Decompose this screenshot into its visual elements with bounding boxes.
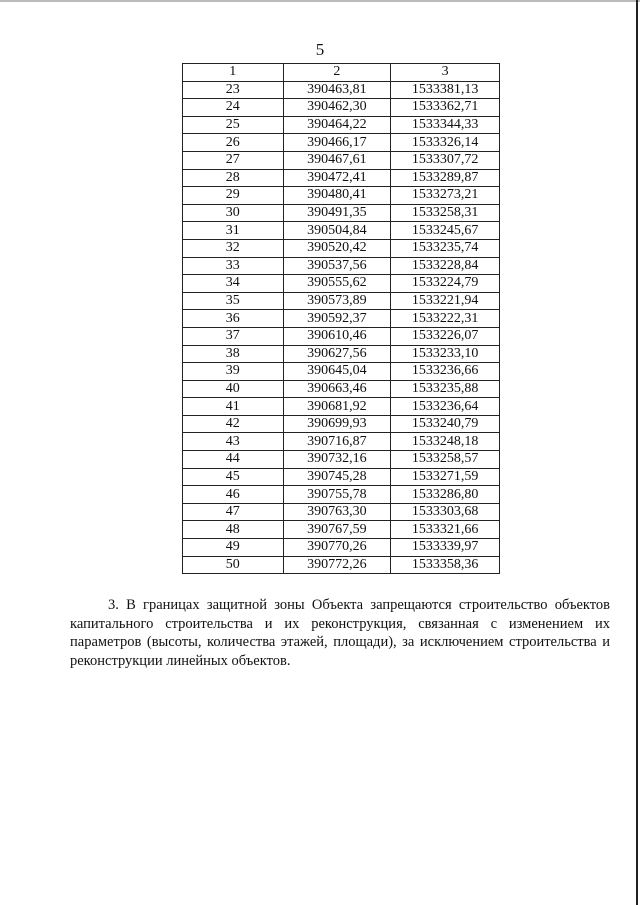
point-number-cell: 23 xyxy=(183,81,284,99)
table-row xyxy=(183,556,500,574)
x-coordinate-cell: 390770,26 xyxy=(283,539,391,557)
x-coordinate-cell: 390592,37 xyxy=(283,310,391,328)
point-number-cell: 37 xyxy=(183,327,284,345)
x-coordinate-cell: 390520,42 xyxy=(283,239,391,257)
x-coordinate-cell: 390645,04 xyxy=(283,363,391,381)
table-row xyxy=(183,521,500,539)
table-row xyxy=(183,380,500,398)
y-coordinate-cell: 1533235,88 xyxy=(391,380,500,398)
x-coordinate-cell: 390555,62 xyxy=(283,275,391,293)
point-number-cell: 34 xyxy=(183,275,284,293)
column-header: 1 xyxy=(183,64,284,82)
column-header: 2 xyxy=(283,64,391,82)
point-number-cell: 44 xyxy=(183,451,284,469)
table-row xyxy=(183,204,500,222)
y-coordinate-cell: 1533303,68 xyxy=(391,503,500,521)
point-number-cell: 27 xyxy=(183,151,284,169)
table-body xyxy=(183,81,500,574)
y-coordinate-cell: 1533286,80 xyxy=(391,486,500,504)
x-coordinate-cell: 390755,78 xyxy=(283,486,391,504)
body-paragraph xyxy=(70,596,610,670)
y-coordinate-cell: 1533222,31 xyxy=(391,310,500,328)
y-coordinate-cell: 1533236,64 xyxy=(391,398,500,416)
table-row xyxy=(183,451,500,469)
x-coordinate-cell: 390463,81 xyxy=(283,81,391,99)
y-coordinate-cell: 1533258,57 xyxy=(391,451,500,469)
y-coordinate-cell: 1533245,67 xyxy=(391,222,500,240)
table-row xyxy=(183,187,500,205)
table-row xyxy=(183,134,500,152)
x-coordinate-cell: 390732,16 xyxy=(283,451,391,469)
table-row xyxy=(183,433,500,451)
y-coordinate-cell: 1533362,71 xyxy=(391,99,500,117)
table-row xyxy=(183,81,500,99)
x-coordinate-cell: 390681,92 xyxy=(283,398,391,416)
table-row xyxy=(183,99,500,117)
table-row xyxy=(183,398,500,416)
x-coordinate-cell: 390472,41 xyxy=(283,169,391,187)
x-coordinate-cell: 390480,41 xyxy=(283,187,391,205)
point-number-cell: 36 xyxy=(183,310,284,328)
table-row xyxy=(183,310,500,328)
point-number-cell: 42 xyxy=(183,415,284,433)
table-row xyxy=(183,257,500,275)
table-row xyxy=(183,345,500,363)
x-coordinate-cell: 390763,30 xyxy=(283,503,391,521)
point-number-cell: 43 xyxy=(183,433,284,451)
y-coordinate-cell: 1533235,74 xyxy=(391,239,500,257)
point-number-cell: 45 xyxy=(183,468,284,486)
point-number-cell: 46 xyxy=(183,486,284,504)
y-coordinate-cell: 1533226,07 xyxy=(391,327,500,345)
y-coordinate-cell: 1533381,13 xyxy=(391,81,500,99)
point-number-cell: 26 xyxy=(183,134,284,152)
table-header-row xyxy=(183,64,500,82)
x-coordinate-cell: 390699,93 xyxy=(283,415,391,433)
column-header: 3 xyxy=(391,64,500,82)
point-number-cell: 49 xyxy=(183,539,284,557)
x-coordinate-cell: 390745,28 xyxy=(283,468,391,486)
table-row xyxy=(183,363,500,381)
x-coordinate-cell: 390627,56 xyxy=(283,345,391,363)
point-number-cell: 48 xyxy=(183,521,284,539)
point-number-cell: 47 xyxy=(183,503,284,521)
table-row xyxy=(183,169,500,187)
x-coordinate-cell: 390772,26 xyxy=(283,556,391,574)
table-row xyxy=(183,151,500,169)
y-coordinate-cell: 1533326,14 xyxy=(391,134,500,152)
x-coordinate-cell: 390462,30 xyxy=(283,99,391,117)
point-number-cell: 29 xyxy=(183,187,284,205)
table-row xyxy=(183,222,500,240)
table-row xyxy=(183,468,500,486)
table-row xyxy=(183,539,500,557)
point-number-cell: 31 xyxy=(183,222,284,240)
table-row xyxy=(183,415,500,433)
table-row xyxy=(183,292,500,310)
x-coordinate-cell: 390491,35 xyxy=(283,204,391,222)
y-coordinate-cell: 1533221,94 xyxy=(391,292,500,310)
point-number-cell: 50 xyxy=(183,556,284,574)
x-coordinate-cell: 390464,22 xyxy=(283,116,391,134)
x-coordinate-cell: 390716,87 xyxy=(283,433,391,451)
table-row xyxy=(183,239,500,257)
point-number-cell: 30 xyxy=(183,204,284,222)
table-row xyxy=(183,486,500,504)
page-number: 5 xyxy=(315,40,325,59)
point-number-cell: 39 xyxy=(183,363,284,381)
y-coordinate-cell: 1533271,59 xyxy=(391,468,500,486)
y-coordinate-cell: 1533248,18 xyxy=(391,433,500,451)
y-coordinate-cell: 1533228,84 xyxy=(391,257,500,275)
point-number-cell: 28 xyxy=(183,169,284,187)
point-number-cell: 24 xyxy=(183,99,284,117)
y-coordinate-cell: 1533358,36 xyxy=(391,556,500,574)
y-coordinate-cell: 1533307,72 xyxy=(391,151,500,169)
x-coordinate-cell: 390767,59 xyxy=(283,521,391,539)
point-number-cell: 35 xyxy=(183,292,284,310)
y-coordinate-cell: 1533321,66 xyxy=(391,521,500,539)
y-coordinate-cell: 1533258,31 xyxy=(391,204,500,222)
point-number-cell: 40 xyxy=(183,380,284,398)
coordinates-table xyxy=(182,63,500,574)
x-coordinate-cell: 390573,89 xyxy=(283,292,391,310)
point-number-cell: 25 xyxy=(183,116,284,134)
paragraph-text: 3. В границах защитной зоны Объекта запрещаются строительство объектов капитального строительства и их реконструкция, связанная с изменением их параметров (высоты, количества этажей, площади), за исключением строительства и реконструкции линейных объектов. xyxy=(70,597,610,669)
table-row xyxy=(183,327,500,345)
table-row xyxy=(183,503,500,521)
x-coordinate-cell: 390663,46 xyxy=(283,380,391,398)
y-coordinate-cell: 1533273,21 xyxy=(391,187,500,205)
y-coordinate-cell: 1533339,97 xyxy=(391,539,500,557)
table-row xyxy=(183,275,500,293)
y-coordinate-cell: 1533344,33 xyxy=(391,116,500,134)
scan-right-edge xyxy=(636,0,638,905)
scan-top-edge xyxy=(0,0,640,2)
point-number-cell: 38 xyxy=(183,345,284,363)
point-number-cell: 41 xyxy=(183,398,284,416)
x-coordinate-cell: 390537,56 xyxy=(283,257,391,275)
point-number-cell: 33 xyxy=(183,257,284,275)
y-coordinate-cell: 1533233,10 xyxy=(391,345,500,363)
x-coordinate-cell: 390610,46 xyxy=(283,327,391,345)
table-row xyxy=(183,116,500,134)
y-coordinate-cell: 1533224,79 xyxy=(391,275,500,293)
x-coordinate-cell: 390504,84 xyxy=(283,222,391,240)
y-coordinate-cell: 1533289,87 xyxy=(391,169,500,187)
y-coordinate-cell: 1533236,66 xyxy=(391,363,500,381)
point-number-cell: 32 xyxy=(183,239,284,257)
y-coordinate-cell: 1533240,79 xyxy=(391,415,500,433)
x-coordinate-cell: 390466,17 xyxy=(283,134,391,152)
x-coordinate-cell: 390467,61 xyxy=(283,151,391,169)
